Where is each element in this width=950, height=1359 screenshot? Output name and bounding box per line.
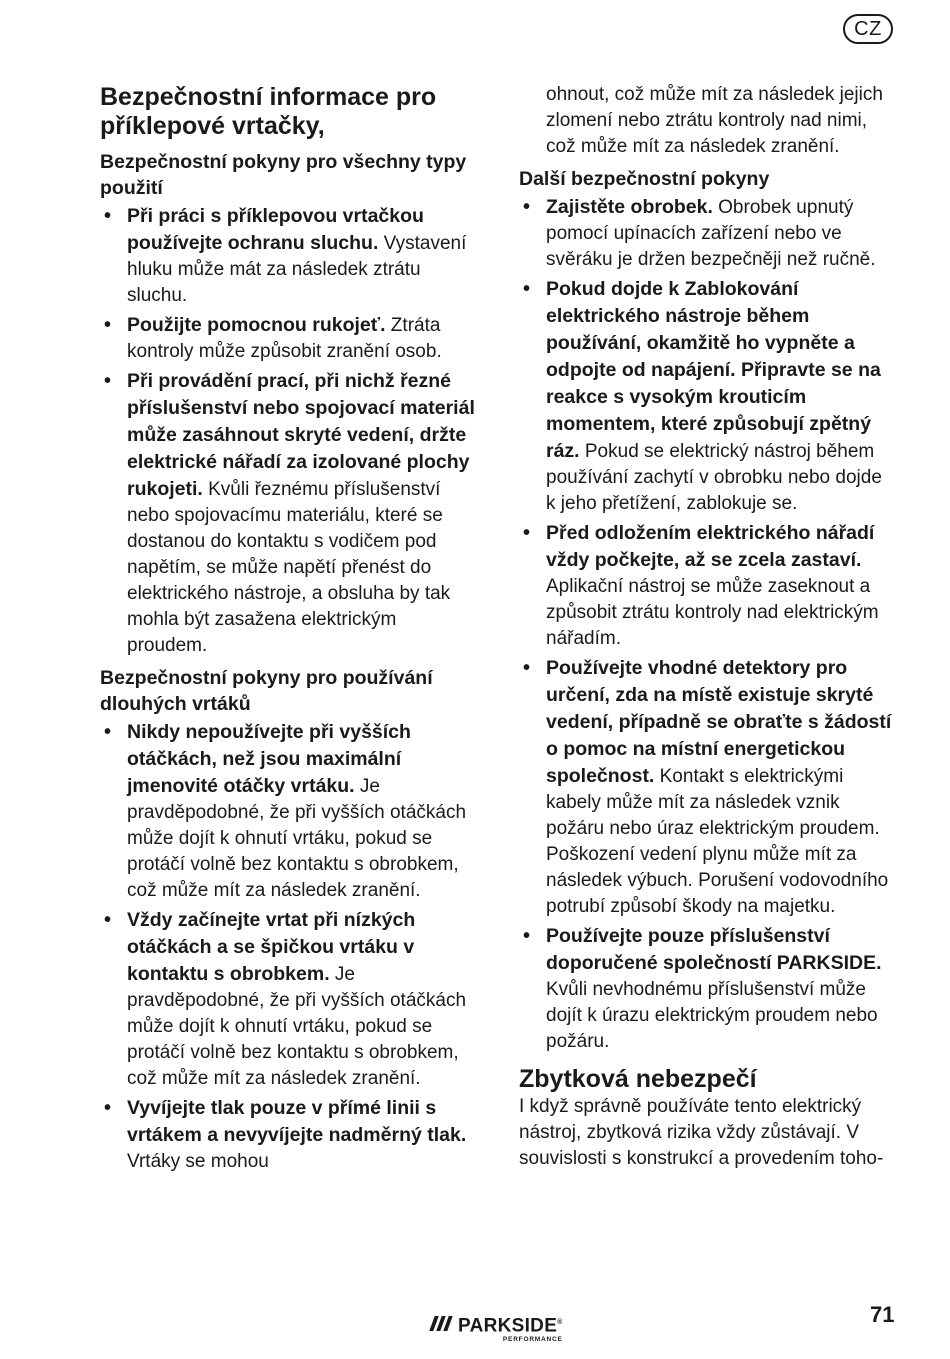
subheading-all-uses: Bezpečnostní pokyny pro všechny typy použití — [100, 151, 467, 199]
left-column — [100, 80, 475, 1178]
subheading-additional: Další bezpečnostní pokyny — [519, 168, 770, 190]
residual-text: I když správně používáte tento elektrický nástroj, zbytková rizika vždy zůstávají. V souvislosti s konstrukcí a provedením toho- — [519, 1096, 884, 1169]
list-additional — [519, 194, 894, 1055]
section-title-residual: Zbytková nebezpečí — [519, 1065, 757, 1093]
brand-registered-mark: ® — [557, 1319, 563, 1326]
list-item: • Vždy začínejte vrtat při nízkých otáčkách a se špičkou vrtáku v kontaktu s obrobkem. Je pravděpodobné, že při vyšších otáčkách může dojít k ohnutí vrtáku, pokud se protáčí volně bez kontaktu s obrobkem, což může mít za následek zranění. — [100, 907, 475, 1092]
logo-slashes-icon — [432, 1316, 450, 1331]
list-item: • Používejte pouze příslušenství doporučené společností PARKSIDE. Kvůli nevhodnému příslušenství může dojít k úrazu elektrickým proudem nebo požáru. — [519, 923, 894, 1055]
list-item: • Při práci s příklepovou vrtačkou používejte ochranu sluchu. Vystavení hluku může mát za následek ztrátu sluchu. — [100, 203, 475, 309]
list-item: • Před odložením elektrického nářadí vždy počkejte, až se zcela zastaví. Aplikační nástroj se může zaseknout a způsobit ztrátu kontroly nad elektrickým nářadím. — [519, 520, 894, 652]
continuation-text: ohnout, což může mít za následek jejich zlomení nebo ztrátu kontroly nad nimi, což může mít za následek zranění. — [546, 84, 883, 157]
list-item: • Použijte pomocnou rukojeť. Ztráta kontroly může způsobit zranění osob. — [100, 312, 475, 365]
list-long-bits — [100, 719, 475, 1175]
right-column — [519, 82, 894, 1172]
list-item: • Při provádění prací, při nichž řezné příslušenství nebo spojovací materiál může zasáhnout skryté vedení, držte elektrické nářadí za izolované plochy rukojeti. Kvůli řeznému příslušenství nebo spojovacímu materiálu, které se dostanou do kontaktu s vodičem pod napětím, se může napětí přenést do elektrického nástroje, a obsluha by tak mohla být zasažena elektrickým proudem. — [100, 368, 475, 659]
page-number: 71 — [870, 1302, 895, 1327]
list-item: • Vyvíjejte tlak pouze v přímé linii s vrtákem a nevyvíjejte nadměrný tlak. Vrtáky se mohou — [100, 1095, 475, 1175]
subheading-long-bits: Bezpečnostní pokyny pro používání dlouhých vrtáků — [100, 667, 433, 715]
brand-subtitle: PERFORMANCE — [502, 1336, 563, 1344]
list-all-uses — [100, 203, 475, 659]
section-title-safety: Bezpečnostní informace pro příklepové vrtačky, — [100, 83, 437, 140]
list-item: • Používejte vhodné detektory pro určení, zda na místě existuje skryté vedení, případně se obraťte s žádostí o pomoc na místní energetickou společnost. Kontakt s elektrickými kabely může mít za následek vznik požáru nebo úraz elektrickým proudem. Poškození vedení plynu může mít za následek výbuch. Porušení vodovodního potrubí způsobí škody na majetku. — [519, 655, 894, 920]
language-badge: CZ — [843, 14, 893, 44]
list-item: • Pokud dojde k Zablokování elektrického nástroje během používání, okamžitě ho vypněte a odpojte od napájení. Připravte se na reakce s vysokým krouticím momentem, které způsobují zpětný ráz. Pokud se elektrický nástroj během používání zachytí v obrobku nebo dojde k jeho přetížení, zablokuje se. — [519, 276, 894, 517]
list-item: • Zajistěte obrobek. Obrobek upnutý pomocí upínacích zařízení nebo ve svěráku je držen bezpečněji než ručně. — [519, 194, 894, 273]
brand-name: PARKSIDE — [458, 1315, 558, 1337]
list-item: • Nikdy nepoužívejte při vyšších otáčkách, než jsou maximální jmenovité otáčky vrtáku. Je pravděpodobné, že při vyšších otáčkách může dojít k ohnutí vrtáku, pokud se protáčí volně bez kontaktu s obrobkem, což může mít za následek zranění. — [100, 719, 475, 904]
parkside-logo — [432, 1313, 563, 1347]
